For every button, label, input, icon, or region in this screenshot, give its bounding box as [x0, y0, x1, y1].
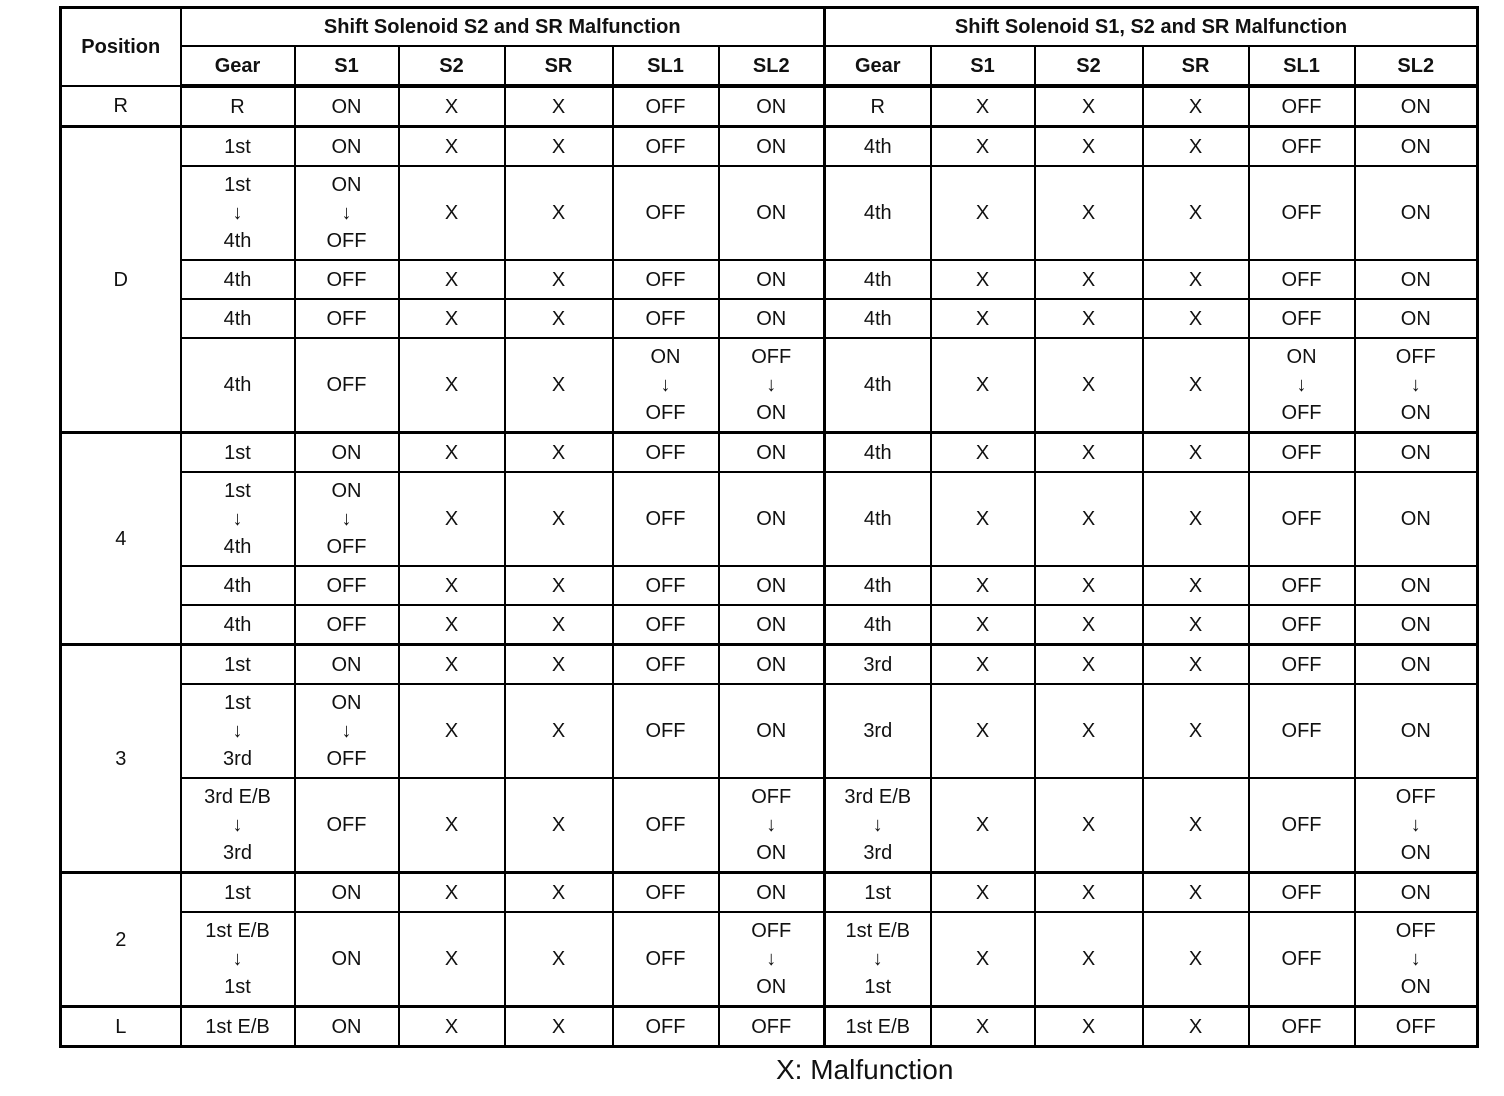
cell-gear-a: 4th	[181, 260, 295, 299]
table-row	[61, 299, 1478, 338]
cell-gear-b: 3rd	[825, 645, 931, 685]
cell-sl1-b: OFF	[1249, 433, 1355, 473]
cell-sl1-b: OFF	[1249, 605, 1355, 645]
cell-sr-a: X	[505, 166, 613, 260]
cell-s2-b: X	[1035, 260, 1143, 299]
cell-gear-a: 4th	[181, 566, 295, 605]
cell-s2-b: X	[1035, 433, 1143, 473]
cell-gear-b: 4th	[825, 166, 931, 260]
cell-gear-b: 3rd	[825, 684, 931, 778]
cell-s2-b: X	[1035, 778, 1143, 873]
cell-s2-a: X	[399, 873, 505, 913]
cell-s2-a: X	[399, 127, 505, 167]
cell-s2-b: X	[1035, 912, 1143, 1007]
cell-gear-b: 1st E/B ↓ 1st	[825, 912, 931, 1007]
col-header-b-sr: SR	[1143, 46, 1249, 86]
cell-s1-b: X	[931, 778, 1035, 873]
cell-sr-a: X	[505, 260, 613, 299]
cell-sr-b: X	[1143, 472, 1249, 566]
cell-sr-b: X	[1143, 166, 1249, 260]
col-header-b-sl1: SL1	[1249, 46, 1355, 86]
cell-sl1-a: OFF	[613, 86, 719, 127]
cell-s2-b: X	[1035, 299, 1143, 338]
cell-sl1-b: OFF	[1249, 645, 1355, 685]
cell-s2-a: X	[399, 433, 505, 473]
cell-s1-b: X	[931, 684, 1035, 778]
cell-s2-b: X	[1035, 338, 1143, 433]
cell-s2-a: X	[399, 912, 505, 1007]
cell-sl2-a: ON	[719, 299, 825, 338]
cell-sl1-a: OFF	[613, 127, 719, 167]
cell-gear-a: 1st	[181, 433, 295, 473]
table-row	[61, 684, 1478, 778]
col-header-b-gear: Gear	[825, 46, 931, 86]
col-header-a-sr: SR	[505, 46, 613, 86]
cell-sr-a: X	[505, 472, 613, 566]
position-cell: R	[61, 86, 181, 127]
cell-sl1-a: OFF	[613, 166, 719, 260]
group-a-header: Shift Solenoid S2 and SR Malfunction	[181, 8, 825, 47]
cell-sl1-b: OFF	[1249, 684, 1355, 778]
position-cell: L	[61, 1007, 181, 1047]
cell-sr-a: X	[505, 338, 613, 433]
cell-s1-b: X	[931, 472, 1035, 566]
group-b-header: Shift Solenoid S1, S2 and SR Malfunction	[825, 8, 1478, 47]
cell-sl2-b: ON	[1355, 260, 1478, 299]
cell-s2-b: X	[1035, 605, 1143, 645]
cell-gear-a: 1st ↓ 3rd	[181, 684, 295, 778]
cell-sr-a: X	[505, 299, 613, 338]
cell-sl2-a: ON	[719, 566, 825, 605]
cell-sl1-b: OFF	[1249, 912, 1355, 1007]
cell-sl2-b: ON	[1355, 566, 1478, 605]
cell-sr-b: X	[1143, 260, 1249, 299]
cell-sr-b: X	[1143, 299, 1249, 338]
cell-s2-a: X	[399, 299, 505, 338]
cell-s1-a: ON	[295, 1007, 399, 1047]
cell-gear-b: 3rd E/B ↓ 3rd	[825, 778, 931, 873]
cell-s1-a: OFF	[295, 260, 399, 299]
cell-s1-b: X	[931, 873, 1035, 913]
cell-s1-a: ON	[295, 86, 399, 127]
cell-sr-b: X	[1143, 605, 1249, 645]
position-cell: 2	[61, 873, 181, 1007]
cell-sl2-a: OFF	[719, 1007, 825, 1047]
table-row	[61, 338, 1478, 433]
cell-sl2-b: ON	[1355, 127, 1478, 167]
cell-sl1-b: OFF	[1249, 778, 1355, 873]
cell-s1-a: ON ↓ OFF	[295, 472, 399, 566]
cell-s1-a: OFF	[295, 566, 399, 605]
table-row	[61, 912, 1478, 1007]
cell-s1-a: ON ↓ OFF	[295, 684, 399, 778]
cell-s2-b: X	[1035, 645, 1143, 685]
cell-s1-a: OFF	[295, 778, 399, 873]
cell-sl2-a: OFF ↓ ON	[719, 778, 825, 873]
table-row	[61, 260, 1478, 299]
cell-sr-b: X	[1143, 338, 1249, 433]
cell-sl1-a: OFF	[613, 433, 719, 473]
cell-sr-b: X	[1143, 1007, 1249, 1047]
legend-note: X: Malfunction	[776, 1054, 954, 1085]
cell-s1-a: ON	[295, 873, 399, 913]
cell-gear-a: 1st ↓ 4th	[181, 472, 295, 566]
cell-s1-a: ON	[295, 912, 399, 1007]
cell-sl2-b: ON	[1355, 433, 1478, 473]
cell-sl2-b: OFF ↓ ON	[1355, 912, 1478, 1007]
col-header-b-s2: S2	[1035, 46, 1143, 86]
cell-gear-b: R	[825, 86, 931, 127]
cell-s1-b: X	[931, 1007, 1035, 1047]
cell-sr-a: X	[505, 433, 613, 473]
table-row	[61, 433, 1478, 473]
table-row	[61, 86, 1478, 127]
table-row	[61, 1007, 1478, 1047]
cell-sl1-a: OFF	[613, 260, 719, 299]
table-row	[61, 645, 1478, 685]
cell-sl1-a: ON ↓ OFF	[613, 338, 719, 433]
cell-gear-a: 3rd E/B ↓ 3rd	[181, 778, 295, 873]
cell-s1-b: X	[931, 566, 1035, 605]
cell-sl2-b: ON	[1355, 166, 1478, 260]
cell-sr-a: X	[505, 127, 613, 167]
cell-gear-b: 4th	[825, 605, 931, 645]
cell-sr-a: X	[505, 566, 613, 605]
cell-sl2-b: OFF	[1355, 1007, 1478, 1047]
solenoid-malfunction-table	[59, 6, 1479, 1048]
cell-sl2-b: ON	[1355, 472, 1478, 566]
cell-sl2-b: ON	[1355, 605, 1478, 645]
table-row	[61, 472, 1478, 566]
cell-s1-b: X	[931, 605, 1035, 645]
cell-gear-a: 4th	[181, 299, 295, 338]
cell-sr-b: X	[1143, 684, 1249, 778]
cell-sr-a: X	[505, 86, 613, 127]
cell-sl1-b: OFF	[1249, 1007, 1355, 1047]
cell-s1-b: X	[931, 433, 1035, 473]
cell-sl1-a: OFF	[613, 566, 719, 605]
cell-sl2-a: ON	[719, 605, 825, 645]
cell-sr-b: X	[1143, 127, 1249, 167]
cell-s2-a: X	[399, 472, 505, 566]
cell-s1-a: OFF	[295, 338, 399, 433]
cell-s2-b: X	[1035, 472, 1143, 566]
cell-sr-a: X	[505, 645, 613, 685]
cell-sl1-a: OFF	[613, 605, 719, 645]
cell-gear-b: 4th	[825, 338, 931, 433]
cell-gear-a: 1st E/B	[181, 1007, 295, 1047]
cell-gear-a: 1st	[181, 645, 295, 685]
position-cell: 3	[61, 645, 181, 873]
cell-gear-b: 4th	[825, 260, 931, 299]
cell-s2-a: X	[399, 166, 505, 260]
cell-gear-a: 4th	[181, 338, 295, 433]
cell-sl2-a: ON	[719, 86, 825, 127]
cell-s2-a: X	[399, 778, 505, 873]
cell-gear-b: 1st	[825, 873, 931, 913]
cell-s1-b: X	[931, 127, 1035, 167]
position-cell: D	[61, 127, 181, 433]
cell-sl2-a: OFF ↓ ON	[719, 338, 825, 433]
cell-gear-b: 1st E/B	[825, 1007, 931, 1047]
table-row	[61, 605, 1478, 645]
cell-s1-b: X	[931, 166, 1035, 260]
cell-sl1-b: ON ↓ OFF	[1249, 338, 1355, 433]
cell-s1-b: X	[931, 338, 1035, 433]
cell-s1-a: OFF	[295, 605, 399, 645]
cell-sr-a: X	[505, 778, 613, 873]
cell-sr-b: X	[1143, 433, 1249, 473]
cell-sl2-b: ON	[1355, 684, 1478, 778]
col-header-b-s1: S1	[931, 46, 1035, 86]
cell-s2-b: X	[1035, 166, 1143, 260]
cell-s1-b: X	[931, 86, 1035, 127]
table-body	[61, 86, 1478, 1047]
cell-gear-a: 1st	[181, 127, 295, 167]
cell-s2-a: X	[399, 86, 505, 127]
cell-gear-a: 4th	[181, 605, 295, 645]
cell-sr-b: X	[1143, 873, 1249, 913]
cell-sr-b: X	[1143, 86, 1249, 127]
col-header-a-gear: Gear	[181, 46, 295, 86]
cell-sr-b: X	[1143, 566, 1249, 605]
cell-sl1-b: OFF	[1249, 566, 1355, 605]
cell-gear-b: 4th	[825, 127, 931, 167]
cell-sl2-a: ON	[719, 166, 825, 260]
cell-sl2-a: ON	[719, 127, 825, 167]
cell-sl2-a: ON	[719, 684, 825, 778]
cell-s2-b: X	[1035, 127, 1143, 167]
cell-sl1-a: OFF	[613, 912, 719, 1007]
col-header-a-sl2: SL2	[719, 46, 825, 86]
cell-s2-b: X	[1035, 86, 1143, 127]
cell-sl2-b: ON	[1355, 873, 1478, 913]
cell-s2-a: X	[399, 1007, 505, 1047]
table-row	[61, 778, 1478, 873]
cell-sl1-a: OFF	[613, 1007, 719, 1047]
cell-s1-b: X	[931, 912, 1035, 1007]
cell-s1-a: ON	[295, 127, 399, 167]
cell-s2-a: X	[399, 566, 505, 605]
cell-sl1-b: OFF	[1249, 86, 1355, 127]
column-header-row	[61, 46, 1478, 86]
cell-sl1-a: OFF	[613, 873, 719, 913]
cell-sl1-b: OFF	[1249, 873, 1355, 913]
cell-gear-a: R	[181, 86, 295, 127]
cell-s1-a: ON	[295, 645, 399, 685]
cell-sl1-b: OFF	[1249, 299, 1355, 338]
cell-sl1-a: OFF	[613, 299, 719, 338]
cell-sl1-b: OFF	[1249, 260, 1355, 299]
cell-sl2-b: ON	[1355, 299, 1478, 338]
col-header-a-s2: S2	[399, 46, 505, 86]
cell-gear-b: 4th	[825, 299, 931, 338]
cell-sl1-b: OFF	[1249, 166, 1355, 260]
cell-sl1-a: OFF	[613, 684, 719, 778]
table-row	[61, 166, 1478, 260]
cell-s2-b: X	[1035, 1007, 1143, 1047]
cell-s2-b: X	[1035, 566, 1143, 605]
cell-sl1-b: OFF	[1249, 127, 1355, 167]
cell-sr-a: X	[505, 873, 613, 913]
cell-s2-a: X	[399, 645, 505, 685]
cell-sr-a: X	[505, 684, 613, 778]
cell-sr-b: X	[1143, 778, 1249, 873]
cell-s1-b: X	[931, 260, 1035, 299]
table-row	[61, 873, 1478, 913]
table-row	[61, 566, 1478, 605]
cell-sl2-b: OFF ↓ ON	[1355, 338, 1478, 433]
cell-s2-a: X	[399, 684, 505, 778]
cell-s1-a: ON ↓ OFF	[295, 166, 399, 260]
cell-sr-a: X	[505, 1007, 613, 1047]
cell-sl2-a: ON	[719, 645, 825, 685]
col-header-b-sl2: SL2	[1355, 46, 1478, 86]
col-header-a-s1: S1	[295, 46, 399, 86]
cell-gear-a: 1st ↓ 4th	[181, 166, 295, 260]
cell-sl2-a: ON	[719, 433, 825, 473]
cell-gear-a: 1st E/B ↓ 1st	[181, 912, 295, 1007]
cell-sl2-b: ON	[1355, 86, 1478, 127]
col-header-a-sl1: SL1	[613, 46, 719, 86]
cell-s1-a: OFF	[295, 299, 399, 338]
cell-sl1-a: OFF	[613, 472, 719, 566]
cell-sl1-a: OFF	[613, 645, 719, 685]
cell-s1-b: X	[931, 645, 1035, 685]
cell-gear-b: 4th	[825, 472, 931, 566]
cell-sr-a: X	[505, 605, 613, 645]
cell-s2-b: X	[1035, 684, 1143, 778]
cell-gear-a: 1st	[181, 873, 295, 913]
cell-s2-a: X	[399, 338, 505, 433]
cell-sr-a: X	[505, 912, 613, 1007]
cell-sl2-b: OFF ↓ ON	[1355, 778, 1478, 873]
table-row	[61, 127, 1478, 167]
cell-sl2-a: ON	[719, 472, 825, 566]
cell-s2-b: X	[1035, 873, 1143, 913]
cell-s2-a: X	[399, 260, 505, 299]
cell-sl2-a: ON	[719, 260, 825, 299]
cell-sl2-a: ON	[719, 873, 825, 913]
position-cell: 4	[61, 433, 181, 645]
cell-sr-b: X	[1143, 912, 1249, 1007]
cell-sr-b: X	[1143, 645, 1249, 685]
cell-sl1-b: OFF	[1249, 472, 1355, 566]
cell-gear-b: 4th	[825, 433, 931, 473]
cell-s1-b: X	[931, 299, 1035, 338]
cell-gear-b: 4th	[825, 566, 931, 605]
cell-sl2-b: ON	[1355, 645, 1478, 685]
cell-s1-a: ON	[295, 433, 399, 473]
position-header: Position	[61, 8, 181, 87]
cell-sl2-a: OFF ↓ ON	[719, 912, 825, 1007]
cell-sl1-a: OFF	[613, 778, 719, 873]
cell-s2-a: X	[399, 605, 505, 645]
